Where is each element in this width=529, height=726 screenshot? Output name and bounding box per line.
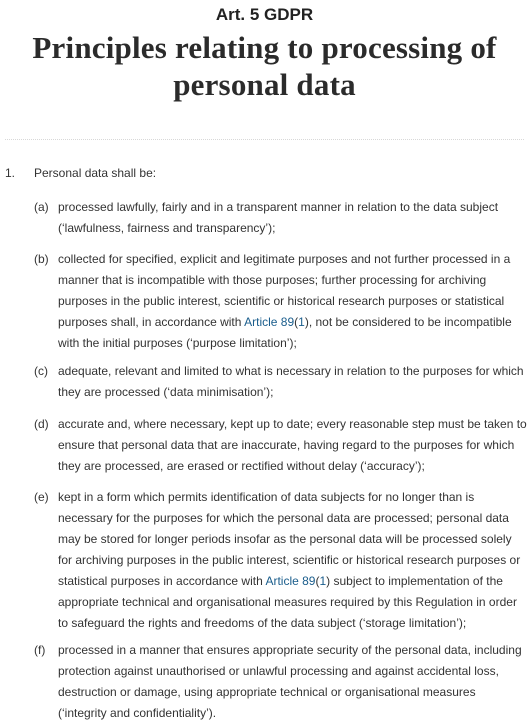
paragraph-1-link[interactable]: 1 bbox=[319, 574, 327, 588]
paragraph-intro: Personal data shall be: bbox=[34, 166, 157, 180]
text-fragment: statistical purposes in accordance with bbox=[58, 574, 266, 588]
page-title bbox=[10, 29, 519, 103]
text-line bbox=[58, 571, 520, 592]
header-divider bbox=[5, 139, 524, 140]
text-fragment: ) subject to implementation of the bbox=[326, 574, 503, 588]
point-label: (a) bbox=[34, 200, 49, 214]
paragraph-number: 1. bbox=[5, 166, 16, 180]
text-line: (‘integrity and confidentiality’). bbox=[58, 706, 217, 720]
text-fragment: ( bbox=[315, 574, 320, 588]
text-line: they are processed (‘data minimisation’); bbox=[58, 385, 274, 399]
text-line: (‘lawfulness, fairness and transparency’); bbox=[58, 221, 276, 235]
text-line: with the initial purposes (‘purpose limitation’); bbox=[58, 336, 297, 350]
text-line: accurate and, where necessary, kept up to date; every reasonable step must be taken to bbox=[58, 417, 527, 431]
text-line bbox=[58, 312, 520, 333]
text-line: collected for specified, explicit and legitimate purposes and not further processed in a bbox=[58, 252, 511, 266]
text-fragment: ( bbox=[294, 315, 299, 329]
text-line: adequate, relevant and limited to what is necessary in relation to the purposes for which bbox=[58, 364, 524, 378]
text-line: destruction or damage, using appropriate technical or organisational measures bbox=[58, 685, 476, 699]
text-fragment: ), not be considered to be incompatible bbox=[304, 315, 512, 329]
text-line: necessary for the purposes for which the personal data are processed; personal data bbox=[58, 511, 509, 525]
text-line: may be stored for longer periods insofar as the personal data will be processed solely bbox=[58, 532, 512, 546]
text-line: protection against unauthorised or unlawful processing and against accidental loss, bbox=[58, 664, 499, 678]
article-number: Art. 5 GDPR bbox=[215, 5, 314, 24]
point-text bbox=[58, 361, 524, 403]
point-label: (d) bbox=[34, 417, 49, 431]
text-fragment: purposes shall, in accordance with bbox=[58, 315, 245, 329]
text-line: kept in a form which permits identification of data subjects for no longer than is bbox=[58, 490, 475, 504]
point-text bbox=[58, 414, 527, 477]
point-label: (e) bbox=[34, 490, 49, 504]
text-line: processed in a manner that ensures appropriate security of the personal data, including bbox=[58, 643, 522, 657]
text-line: they are processed, are erased or rectified without delay (‘accuracy’); bbox=[58, 459, 425, 473]
point-text bbox=[58, 197, 520, 239]
text-line: manner that is incompatible with those purposes; further processing for archiving bbox=[58, 273, 487, 287]
point-text bbox=[58, 487, 520, 634]
text-line: ensure that personal data that are inaccurate, having regard to the purposes for which bbox=[58, 438, 515, 452]
point-label: (c) bbox=[34, 364, 48, 378]
article-89-link[interactable]: Article 89 bbox=[265, 574, 316, 588]
title-line-1: Principles relating to processing of bbox=[32, 30, 497, 65]
paragraph-1-link[interactable]: 1 bbox=[298, 315, 305, 329]
title-line-2: personal data bbox=[173, 67, 356, 102]
article-89-link[interactable]: Article 89 bbox=[244, 315, 295, 329]
text-line: for archiving purposes in the public interest, scientific or historical research purposes or bbox=[58, 553, 521, 567]
text-line: appropriate technical and organisational measures required by this Regulation in order bbox=[58, 595, 517, 609]
text-line: processed lawfully, fairly and in a transparent manner in relation to the data subject bbox=[58, 200, 499, 214]
text-line: purposes in the public interest, scientific or historical research purposes or statistical bbox=[58, 294, 505, 308]
point-text bbox=[58, 640, 520, 724]
point-text bbox=[58, 249, 520, 354]
point-label: (b) bbox=[34, 252, 49, 266]
point-label: (f) bbox=[34, 643, 46, 657]
text-line: to safeguard the rights and freedoms of the data subject (‘storage limitation’); bbox=[58, 616, 467, 630]
